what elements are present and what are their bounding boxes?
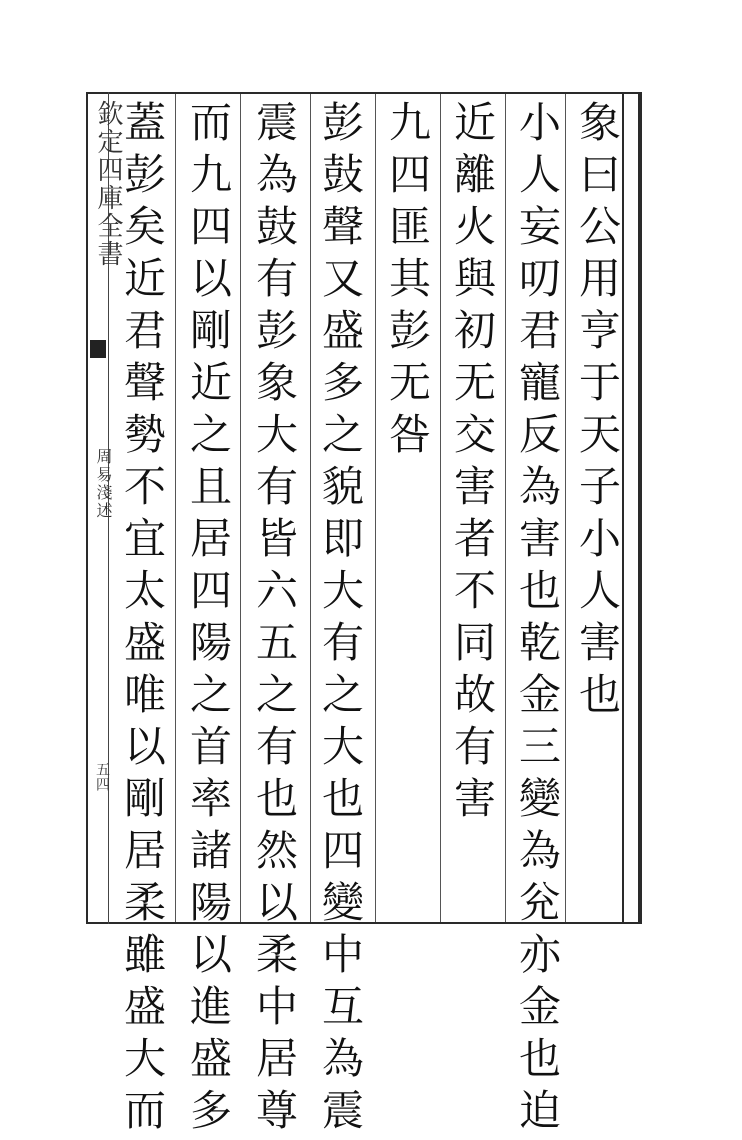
column-rule: [440, 94, 441, 922]
frame-left-rule: [86, 92, 88, 924]
text-column-5: 彭鼔聲又盛多之貌即大有之大也四變中互為震: [316, 100, 365, 1140]
column-rule: [565, 94, 566, 922]
column-rule: [240, 94, 241, 922]
text-column-1: 象曰公用亨于天子小人害也: [573, 100, 622, 724]
text-column-2: 小人妄叨君寵反為害也乾金三變為兊亦金也迫: [513, 100, 562, 1140]
column-rule: [375, 94, 376, 922]
frame-right-rule: [638, 92, 642, 924]
frame-top-rule: [88, 92, 640, 94]
text-column-7: 而九四以剛近之且居四陽之首率諸陽以進盛多: [184, 100, 233, 1140]
fishtail-marker: [90, 340, 106, 358]
frame-inner-right-rule: [622, 92, 624, 924]
column-rule: [175, 94, 176, 922]
text-column-4: 九四匪其彭无咎: [383, 100, 432, 464]
text-column-6: 震為鼓有彭象大有皆六五之有也然以柔中居尊: [250, 100, 299, 1140]
column-rule: [310, 94, 311, 922]
column-rule: [505, 94, 506, 922]
margin-title: 欽定四庫全書: [93, 100, 123, 268]
margin-book-title: 周易淺述: [94, 448, 113, 520]
text-column-8: 蓋彭矣近君聲勢不宜太盛唯以剛居柔雖盛大而: [118, 100, 167, 1140]
text-column-3: 近離火與初无交害者不同故有害: [448, 100, 497, 828]
margin-page-number: 五四: [94, 762, 110, 792]
